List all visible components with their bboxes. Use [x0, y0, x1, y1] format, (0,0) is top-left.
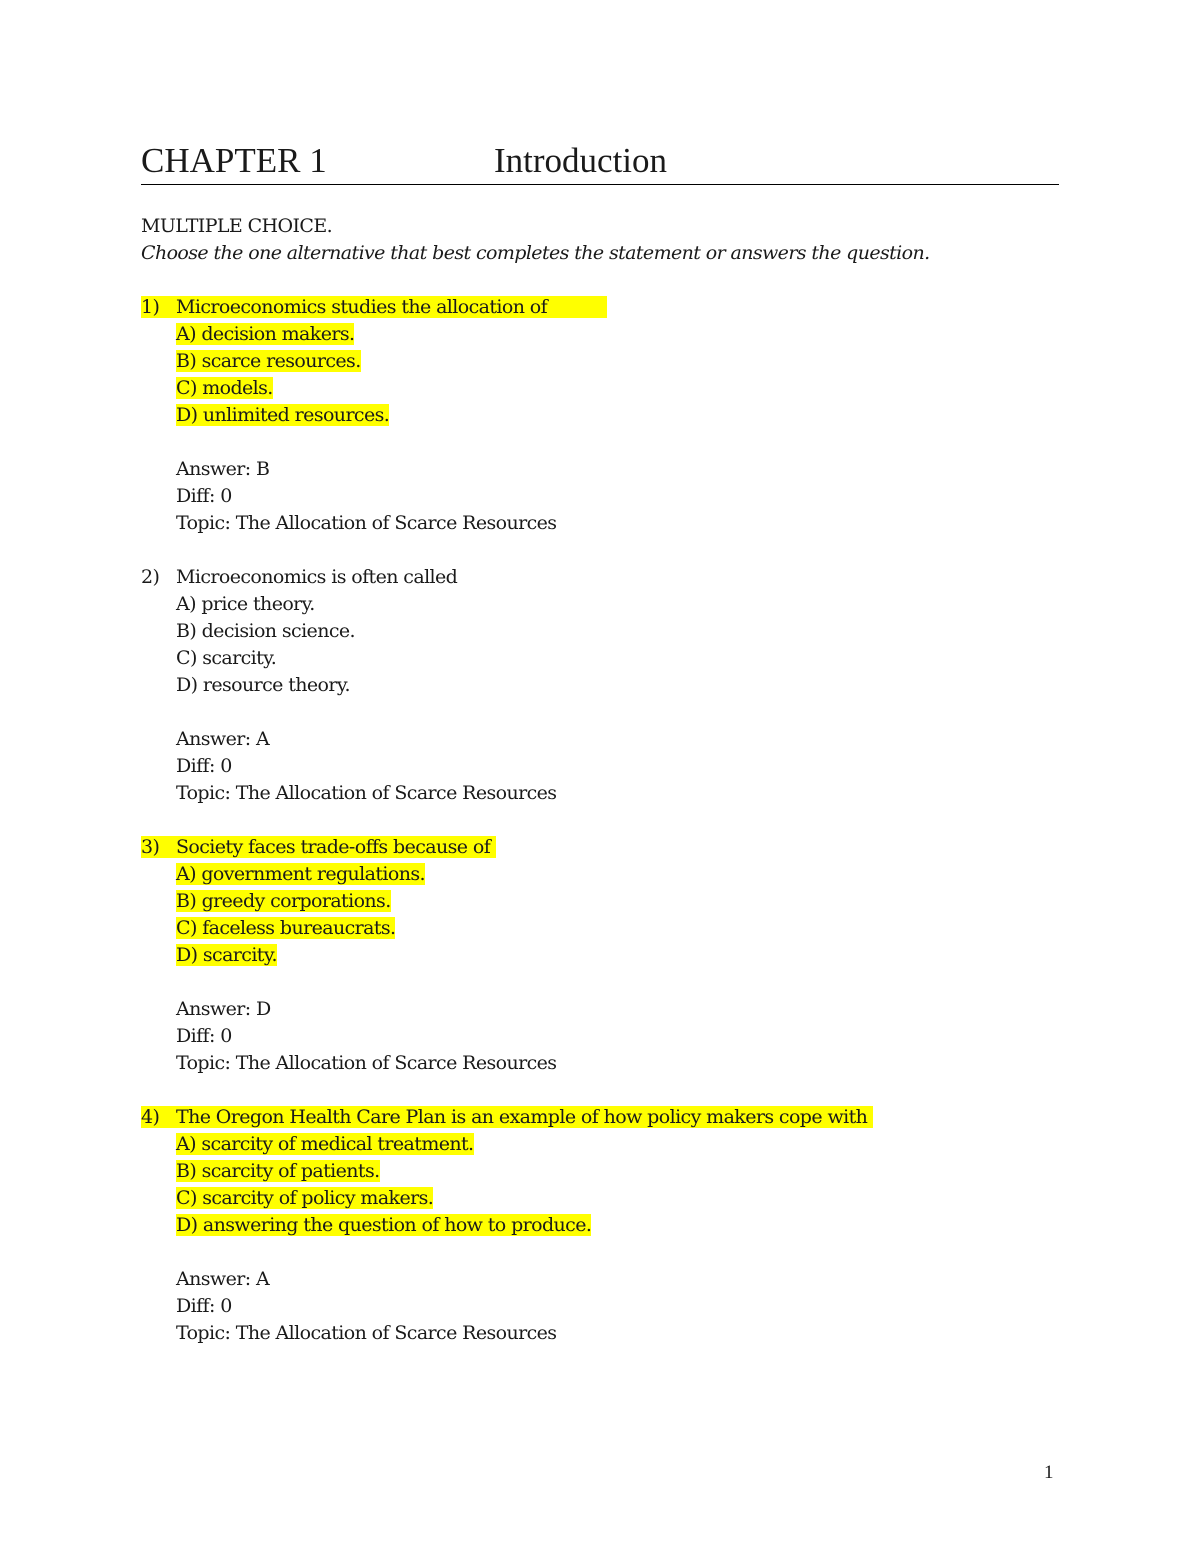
question-4-stem [141, 1106, 873, 1128]
answer: Answer: A [176, 728, 270, 750]
page-number: 1 [1044, 1462, 1054, 1483]
option-a: A) scarcity of medical treatment. [176, 1133, 474, 1155]
answer: Answer: B [176, 458, 270, 480]
question-text: Microeconomics studies the allocation of [176, 296, 548, 318]
question-2 [141, 564, 1061, 807]
topic: Topic: The Allocation of Scarce Resources [176, 1052, 557, 1074]
question-text: The Oregon Health Care Plan is an example of how policy makers cope with [176, 1106, 868, 1128]
option-a: A) decision makers. [176, 323, 355, 345]
option-d: D) scarcity. [176, 944, 277, 966]
option-d: D) answering the question of how to produce. [176, 1214, 592, 1236]
chapter-header [141, 140, 1059, 185]
difficulty: Diff: 0 [176, 1025, 232, 1047]
answer: Answer: A [176, 1268, 270, 1290]
option-b: B) scarcity of patients. [176, 1160, 380, 1182]
difficulty: Diff: 0 [176, 1295, 232, 1317]
answer: Answer: D [176, 998, 271, 1020]
chapter-title: Introduction [494, 141, 668, 180]
question-1 [141, 294, 1061, 537]
section-title: MULTIPLE CHOICE. [141, 215, 333, 237]
difficulty: Diff: 0 [176, 755, 232, 777]
option-c: C) scarcity of policy makers. [176, 1187, 434, 1209]
topic: Topic: The Allocation of Scarce Resources [176, 782, 557, 804]
difficulty: Diff: 0 [176, 485, 232, 507]
chapter-label: CHAPTER 1 [141, 141, 327, 180]
option-d: D) resource theory. [176, 674, 350, 696]
question-number: 3) [141, 836, 160, 858]
topic: Topic: The Allocation of Scarce Resources [176, 1322, 557, 1344]
question-3-stem [141, 836, 496, 858]
option-b: B) scarce resources. [176, 350, 361, 372]
option-b: B) decision science. [176, 620, 355, 642]
question-text: Society faces trade-offs because of [176, 836, 491, 858]
document-body [141, 213, 1061, 1347]
question-text: Microeconomics is often called [176, 566, 458, 588]
option-c: C) models. [176, 377, 273, 399]
option-a: A) government regulations. [176, 863, 425, 885]
option-c: C) faceless bureaucrats. [176, 917, 396, 939]
topic: Topic: The Allocation of Scarce Resources [176, 512, 557, 534]
question-number: 2) [141, 566, 160, 588]
option-c: C) scarcity. [176, 647, 277, 669]
option-a: A) price theory. [176, 593, 315, 615]
question-3 [141, 834, 1061, 1077]
question-number: 4) [141, 1106, 160, 1128]
question-4 [141, 1104, 1061, 1347]
question-1-stem [141, 296, 607, 318]
option-b: B) greedy corporations. [176, 890, 391, 912]
option-d: D) unlimited resources. [176, 404, 390, 426]
question-number: 1) [141, 296, 160, 318]
section-instructions: Choose the one alternative that best completes the statement or answers the question. [141, 242, 930, 264]
